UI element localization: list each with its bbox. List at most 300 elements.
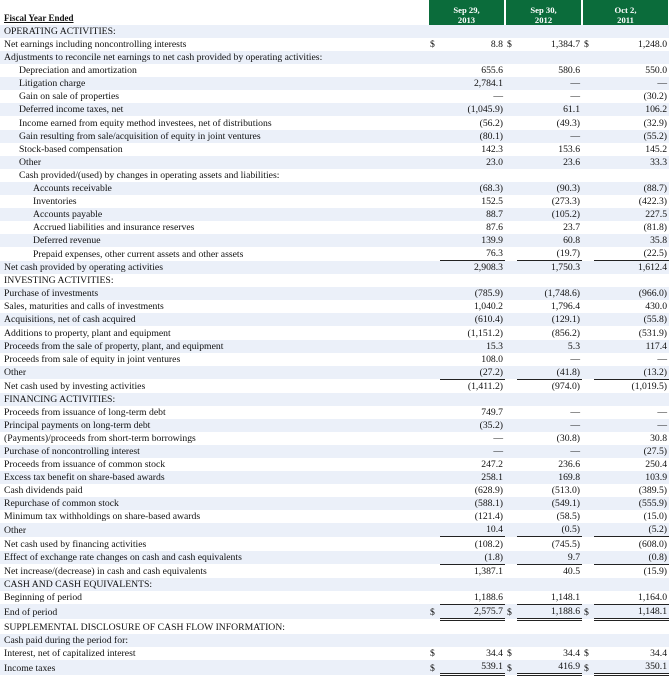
row-label: Purchase of investments <box>0 287 428 300</box>
row-label: Cash dividends paid <box>4 485 83 497</box>
value-cell <box>517 51 582 64</box>
currency-symbol <box>582 182 594 195</box>
value-cell <box>517 169 582 182</box>
currency-symbol <box>428 353 440 366</box>
value-cell: 1,148.1 <box>594 604 669 619</box>
table-row <box>0 143 669 156</box>
row-label: Proceeds from issuance of common stock <box>4 459 166 471</box>
value-cell: (55.2) <box>594 130 669 143</box>
value-cell: (1,151.2) <box>467 327 504 339</box>
value-cell: 1,040.2 <box>473 301 504 313</box>
currency-symbol <box>582 287 594 300</box>
currency-symbol <box>428 523 440 537</box>
value-cell: (68.3) <box>440 182 505 195</box>
table-row <box>0 195 669 208</box>
currency-symbol <box>505 247 517 261</box>
value-cell: (1,019.5) <box>631 380 668 392</box>
value-cell: (30.8) <box>556 433 581 444</box>
currency-symbol <box>505 551 517 565</box>
value-cell: 139.9 <box>440 234 505 247</box>
currency-symbol <box>428 379 440 393</box>
row-label: Gain resulting from sale/acquisition of equity in joint ventures <box>0 130 428 143</box>
row-label: INVESTING ACTIVITIES: <box>4 275 114 287</box>
currency-symbol: $ <box>582 660 594 675</box>
value-cell <box>517 634 582 647</box>
currency-symbol: $ <box>507 39 512 51</box>
value-cell: (22.5) <box>594 247 669 261</box>
value-cell: 88.7 <box>440 208 505 221</box>
value-cell: (15.0) <box>643 511 668 523</box>
table-row <box>0 326 669 339</box>
value-cell <box>594 25 669 38</box>
value-cell: 87.6 <box>486 222 504 233</box>
table-row <box>0 634 669 647</box>
table-row <box>0 591 669 605</box>
currency-symbol <box>505 406 517 419</box>
currency-symbol <box>582 313 594 326</box>
row-label: Accounts receivable <box>0 182 428 195</box>
value-cell: 236.6 <box>558 459 581 471</box>
currency-symbol <box>505 274 517 287</box>
value-cell: 117.4 <box>594 340 669 353</box>
value-cell: 153.6 <box>558 143 581 155</box>
table-row <box>0 510 669 523</box>
value-cell: 76.3 <box>440 247 505 261</box>
column-header-row <box>0 0 669 25</box>
row-label: Sales, maturities and calls of investments <box>4 301 164 313</box>
currency-symbol <box>582 234 594 247</box>
value-cell: 655.6 <box>481 65 504 77</box>
value-cell: — <box>517 419 582 432</box>
currency-symbol <box>582 445 594 458</box>
value-cell: — <box>570 406 581 418</box>
value-cell <box>517 578 582 591</box>
value-cell: (58.5) <box>556 511 581 523</box>
currency-symbol <box>505 221 517 234</box>
value-cell: 169.8 <box>517 471 582 484</box>
table-row <box>0 564 669 578</box>
value-cell: (27.2) <box>440 366 505 380</box>
currency-symbol: $ <box>507 648 512 659</box>
value-cell: (628.9) <box>474 485 504 497</box>
value-cell: 5.3 <box>517 340 582 353</box>
value-cell: (35.2) <box>440 419 505 432</box>
currency-symbol: $ <box>428 604 440 619</box>
value-cell: 23.6 <box>517 156 582 169</box>
currency-symbol <box>428 537 440 551</box>
currency-symbol <box>428 51 440 64</box>
currency-symbol <box>505 393 517 406</box>
currency-symbol <box>505 77 517 90</box>
column-header-text: Sep 30, 2012 <box>530 5 557 25</box>
value-cell <box>517 619 582 634</box>
table-row <box>0 537 669 551</box>
currency-symbol <box>428 497 440 510</box>
value-cell: 1,612.4 <box>594 261 669 275</box>
currency-symbol <box>428 221 440 234</box>
table-row <box>0 77 669 90</box>
value-cell <box>594 393 669 406</box>
currency-symbol <box>582 221 594 234</box>
currency-symbol <box>505 432 517 445</box>
value-cell <box>440 169 505 182</box>
currency-symbol <box>505 366 517 380</box>
currency-symbol <box>505 25 517 38</box>
value-cell <box>440 51 505 64</box>
row-label: Excess tax benefit on share-based awards <box>0 471 428 484</box>
currency-symbol <box>428 458 440 471</box>
currency-symbol <box>505 287 517 300</box>
currency-symbol <box>428 366 440 380</box>
currency-symbol <box>505 458 517 471</box>
table-row <box>0 406 669 419</box>
table-row <box>0 458 669 471</box>
table-row <box>0 647 669 660</box>
currency-symbol <box>428 313 440 326</box>
currency-symbol: $ <box>584 648 589 659</box>
value-cell: (608.0) <box>638 538 668 550</box>
table-row <box>0 116 669 129</box>
currency-symbol <box>582 156 594 169</box>
table-row <box>0 156 669 169</box>
currency-symbol <box>582 484 594 497</box>
currency-symbol <box>505 537 517 551</box>
currency-symbol <box>505 484 517 497</box>
currency-symbol <box>505 619 517 634</box>
row-label: Accrued liabilities and insurance reserves <box>33 222 195 233</box>
table-row <box>0 366 669 380</box>
table-row <box>0 393 669 406</box>
row-label: Inventories <box>33 195 77 207</box>
currency-symbol <box>582 247 594 261</box>
value-cell: (610.4) <box>440 313 505 326</box>
currency-symbol <box>428 169 440 182</box>
value-cell: 35.8 <box>594 234 669 247</box>
value-cell <box>594 634 669 647</box>
currency-symbol <box>428 156 440 169</box>
value-cell <box>594 578 669 591</box>
value-cell: 108.0 <box>481 353 504 365</box>
table-row <box>0 208 669 221</box>
value-cell: 2,575.7 <box>440 604 505 619</box>
value-cell: (1,748.6) <box>517 287 582 300</box>
row-label: Other <box>0 523 428 537</box>
row-label: OPERATING ACTIVITIES: <box>0 25 428 38</box>
currency-symbol <box>428 130 440 143</box>
row-label: Beginning of period <box>4 592 83 604</box>
currency-symbol <box>582 458 594 471</box>
row-label: Net cash provided by operating activities <box>0 261 428 275</box>
currency-symbol <box>505 313 517 326</box>
currency-symbol <box>428 77 440 90</box>
currency-symbol <box>428 564 440 578</box>
currency-symbol <box>582 300 594 313</box>
row-label: Deferred income taxes, net <box>0 103 428 116</box>
currency-symbol <box>505 103 517 116</box>
currency-symbol <box>582 261 594 275</box>
value-cell: — <box>517 130 582 143</box>
table-row <box>0 64 669 77</box>
currency-symbol <box>582 143 594 156</box>
table-row <box>0 353 669 366</box>
currency-symbol <box>428 300 440 313</box>
currency-symbol <box>505 379 517 393</box>
value-cell: 1,387.1 <box>473 565 504 577</box>
currency-symbol <box>505 564 517 578</box>
currency-symbol <box>428 471 440 484</box>
value-cell: 10.4 <box>440 523 505 537</box>
currency-symbol <box>582 51 594 64</box>
value-cell: (1.8) <box>440 551 505 565</box>
value-cell <box>440 578 505 591</box>
value-cell: 1,164.0 <box>594 591 669 605</box>
value-cell: (966.0) <box>594 287 669 300</box>
value-cell <box>517 274 582 287</box>
value-cell: (88.7) <box>594 182 669 195</box>
currency-symbol <box>428 591 440 605</box>
currency-symbol <box>428 234 440 247</box>
currency-symbol <box>428 326 440 339</box>
value-cell: (0.8) <box>594 551 669 565</box>
value-cell: (1,045.9) <box>440 103 505 116</box>
value-cell: (13.2) <box>594 366 669 380</box>
currency-symbol <box>505 445 517 458</box>
currency-symbol <box>428 195 440 208</box>
row-label: Deferred revenue <box>0 234 428 247</box>
currency-symbol <box>505 143 517 156</box>
row-label: Cash provided/(used) by changes in operating assets and liabilities: <box>19 169 280 181</box>
value-cell: 1,796.4 <box>550 301 581 313</box>
row-label: End of period <box>0 604 428 619</box>
value-cell: 30.8 <box>650 433 668 444</box>
value-cell: 23.0 <box>440 156 505 169</box>
currency-symbol <box>505 634 517 647</box>
value-cell: (129.1) <box>517 313 582 326</box>
value-cell <box>440 634 505 647</box>
value-cell: 2,908.3 <box>440 261 505 275</box>
value-cell: 103.9 <box>594 471 669 484</box>
currency-symbol <box>582 353 594 366</box>
column-header-2011 <box>582 0 669 25</box>
value-cell: (785.9) <box>440 287 505 300</box>
value-cell: 142.3 <box>481 143 504 155</box>
currency-symbol <box>582 25 594 38</box>
currency-symbol <box>582 90 594 103</box>
value-cell: 250.4 <box>645 459 668 471</box>
value-cell: (27.5) <box>594 445 669 458</box>
row-label: Proceeds from the sale of property, plant, and equipment <box>0 340 428 353</box>
row-label: Effect of exchange rate changes on cash and cash equivalents <box>0 551 428 565</box>
value-cell: (0.5) <box>517 523 582 537</box>
currency-symbol <box>505 130 517 143</box>
currency-symbol <box>505 116 517 129</box>
currency-symbol <box>582 64 594 77</box>
currency-symbol <box>582 326 594 339</box>
currency-symbol <box>582 510 594 523</box>
value-cell: — <box>517 77 582 90</box>
value-cell <box>440 619 505 634</box>
row-label: Net earnings including noncontrolling interests <box>4 39 187 51</box>
value-cell: (19.7) <box>517 247 582 261</box>
value-cell: (15.9) <box>643 565 668 577</box>
currency-symbol <box>582 471 594 484</box>
value-cell: (105.2) <box>517 208 582 221</box>
currency-symbol: $ <box>505 604 517 619</box>
value-cell: — <box>570 353 581 365</box>
currency-symbol <box>582 551 594 565</box>
currency-symbol <box>582 497 594 510</box>
table-row <box>0 471 669 484</box>
row-label: Stock-based compensation <box>19 143 123 155</box>
currency-symbol <box>428 90 440 103</box>
row-label: Net increase/(decrease) in cash and cash equivalents <box>4 565 207 577</box>
currency-symbol <box>428 406 440 419</box>
currency-symbol <box>428 619 440 634</box>
value-cell: (30.2) <box>643 91 668 103</box>
currency-symbol <box>428 551 440 565</box>
table-row <box>0 51 669 64</box>
value-cell <box>594 51 669 64</box>
value-cell: 1,384.7 <box>550 39 581 51</box>
row-label: Income taxes <box>0 660 428 675</box>
value-cell <box>440 393 505 406</box>
value-cell <box>594 274 669 287</box>
value-cell: 539.1 <box>440 660 505 675</box>
value-cell: — <box>440 445 505 458</box>
row-label: Proceeds from sale of equity in joint ventures <box>4 353 181 365</box>
table-row <box>0 484 669 497</box>
row-label: Net cash used by investing activities <box>4 380 146 392</box>
value-cell: 106.2 <box>594 103 669 116</box>
row-label: FINANCING ACTIVITIES: <box>0 393 428 406</box>
value-cell: (389.5) <box>638 485 668 497</box>
value-cell: 227.5 <box>594 208 669 221</box>
currency-symbol <box>428 432 440 445</box>
currency-symbol <box>428 116 440 129</box>
currency-symbol: $ <box>430 39 435 51</box>
row-label: Proceeds from issuance of long-term debt <box>4 406 166 418</box>
value-cell: 1,750.3 <box>517 261 582 275</box>
value-cell: 145.2 <box>645 143 668 155</box>
table-row <box>0 523 669 537</box>
value-cell: — <box>517 445 582 458</box>
value-cell: 8.8 <box>490 39 504 51</box>
row-label: Accounts payable <box>0 208 428 221</box>
value-cell: 1,188.6 <box>440 591 505 605</box>
currency-symbol <box>505 64 517 77</box>
value-cell: (81.8) <box>643 222 668 233</box>
currency-symbol <box>582 77 594 90</box>
value-cell <box>594 619 669 634</box>
row-label: Prepaid expenses, other current assets and other assets <box>33 248 244 260</box>
currency-symbol <box>428 261 440 275</box>
column-header-2013 <box>428 0 505 25</box>
value-cell: — <box>657 406 668 418</box>
table-row <box>0 247 669 261</box>
value-cell: (90.3) <box>517 182 582 195</box>
currency-symbol <box>582 130 594 143</box>
value-cell: (56.2) <box>479 117 504 129</box>
value-cell: — <box>493 91 504 103</box>
table-row <box>0 313 669 326</box>
table-row <box>0 221 669 234</box>
row-label: Depreciation and amortization <box>19 65 137 77</box>
fiscal-year-label: Fiscal Year Ended <box>4 13 74 23</box>
table-row <box>0 25 669 38</box>
currency-symbol <box>505 591 517 605</box>
table-row <box>0 300 669 313</box>
currency-symbol <box>505 90 517 103</box>
value-cell: (974.0) <box>551 380 581 392</box>
value-cell <box>517 25 582 38</box>
value-cell: 580.6 <box>558 65 581 77</box>
column-header-text: Sep 29, 2013 <box>453 5 480 25</box>
value-cell: (41.8) <box>517 366 582 380</box>
currency-symbol <box>582 366 594 380</box>
column-header-text: Oct 2, 2011 <box>614 5 637 25</box>
value-cell: 430.0 <box>645 301 668 313</box>
row-label: Net cash used by financing activities <box>4 538 147 550</box>
table-row <box>0 261 669 275</box>
value-cell: (55.8) <box>594 313 669 326</box>
value-cell: (108.2) <box>474 538 504 550</box>
value-cell: 23.7 <box>563 222 581 233</box>
currency-symbol <box>505 182 517 195</box>
value-cell: 9.7 <box>517 551 582 565</box>
value-cell: 34.4 <box>650 648 668 659</box>
table-row <box>0 90 669 103</box>
currency-symbol <box>505 195 517 208</box>
value-cell: 15.3 <box>440 340 505 353</box>
currency-symbol <box>582 393 594 406</box>
row-label: Other <box>0 156 428 169</box>
currency-symbol <box>582 591 594 605</box>
value-cell: 40.5 <box>563 565 581 577</box>
value-cell: — <box>594 77 669 90</box>
table-row <box>0 419 669 432</box>
column-header-2012 <box>505 0 582 25</box>
table-row <box>0 660 669 675</box>
currency-symbol <box>582 195 594 208</box>
currency-symbol <box>428 247 440 261</box>
table-row <box>0 619 669 634</box>
currency-symbol <box>505 208 517 221</box>
currency-symbol <box>428 143 440 156</box>
table-row <box>0 497 669 510</box>
table-row <box>0 130 669 143</box>
row-label: Income earned from equity method investees, net of distributions <box>19 117 272 129</box>
value-cell: 61.1 <box>517 103 582 116</box>
currency-symbol <box>582 578 594 591</box>
currency-symbol <box>505 51 517 64</box>
currency-symbol: $ <box>505 660 517 675</box>
row-label: Principal payments on long-term debt <box>0 419 428 432</box>
value-cell: (32.9) <box>643 117 668 129</box>
value-cell <box>594 169 669 182</box>
value-cell: 1,188.6 <box>517 604 582 619</box>
currency-symbol <box>428 578 440 591</box>
currency-symbol <box>505 510 517 523</box>
table-row <box>0 169 669 182</box>
table-row <box>0 274 669 287</box>
table-row <box>0 604 669 619</box>
table-row <box>0 38 669 51</box>
table-row <box>0 578 669 591</box>
currency-symbol <box>428 274 440 287</box>
value-cell: 258.1 <box>440 471 505 484</box>
currency-symbol <box>505 419 517 432</box>
currency-symbol <box>582 523 594 537</box>
